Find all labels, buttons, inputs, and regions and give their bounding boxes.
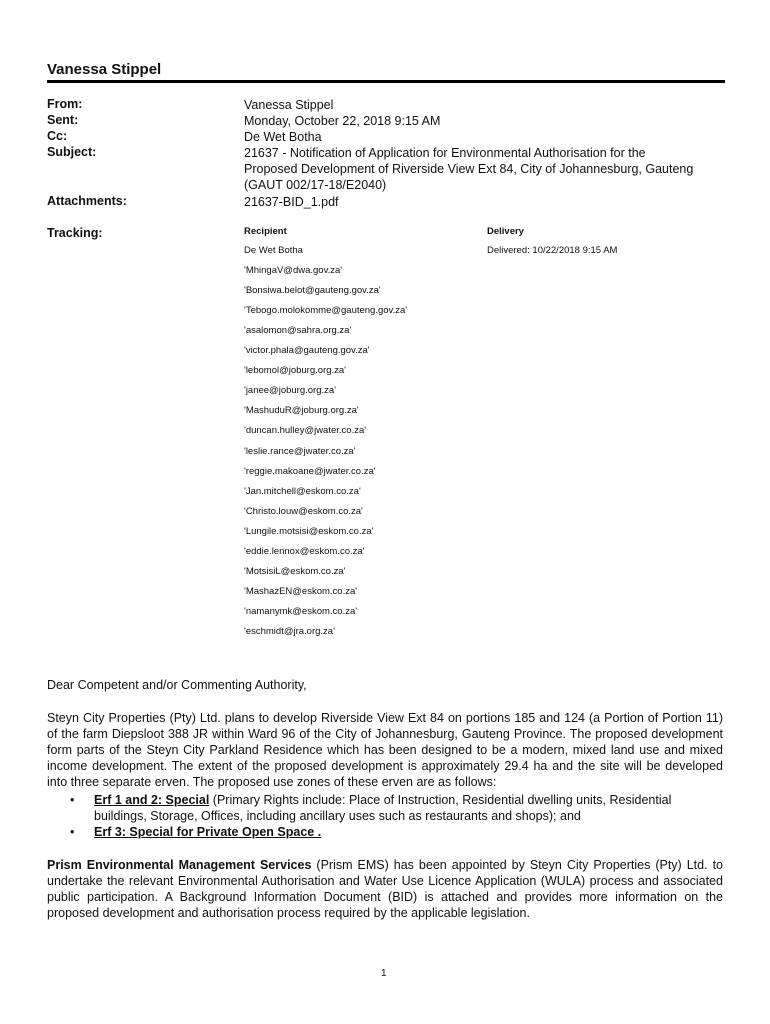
subject-line-2: Proposed Development of Riverside View Ext 84, City of Johannesburg, Gauteng	[244, 162, 694, 176]
recipient-row: 'namanymk@eskom.co.za'	[244, 605, 358, 617]
erf-1-2-description: (Primary Rights include: Place of Instruction, Residential dwelling units, Residential buildings, Storage, Offices, including ancillary uses such as restaurants and shops); and	[94, 793, 672, 823]
recipient-row: 'Lungile.motsisi@eskom.co.za'	[244, 525, 374, 537]
recipient-column-header: Recipient	[244, 226, 287, 237]
recipient-row: 'Tebogo.molokomme@gauteng.gov.za'	[244, 305, 408, 317]
bullet-icon: •	[70, 825, 75, 839]
sent-label: Sent:	[47, 113, 79, 127]
recipient-row: 'Christo.louw@eskom.co.za'	[244, 505, 363, 517]
cc-value: De Wet Botha	[244, 130, 322, 144]
subject-value	[244, 145, 714, 193]
recipient-row: 'lebomol@joburg.org.za'	[244, 365, 346, 377]
subject-label: Subject:	[47, 145, 97, 159]
intro-paragraph: Steyn City Properties (Pty) Ltd. plans to develop Riverside View Ext 84 on portions 185 and 124 (a Portion of Portion 11) of the farm Diepsloot 388 JR within Ward 96 of the City of Johannesburg, Gauteng Province. The proposed development form parts of the Steyn City Parkland Residence which has been designed to be a modern, mixed land use and mixed income development. The extent of the proposed development is approximately 29.4 ha and the site will be developed into three separate erven. The proposed use zones of these erven are as follows:	[47, 711, 723, 789]
recipient-row: 'duncan.hulley@jwater.co.za'	[244, 425, 367, 437]
recipient-row: 'Jan.mitchell@eskom.co.za'	[244, 485, 361, 497]
subject-line-3: (GAUT 002/17-18/E2040)	[244, 178, 387, 192]
recipient-row: 'reggie.makoane@jwater.co.za'	[244, 465, 376, 477]
recipient-row: 'asalomon@sahra.org.za'	[244, 325, 352, 337]
recipient-row: 'victor.phala@gauteng.gov.za'	[244, 345, 370, 357]
attachments-label: Attachments:	[47, 194, 127, 208]
greeting: Dear Competent and/or Commenting Authority,	[47, 678, 307, 692]
erf-3-label: Erf 3: Special for Private Open Space .	[94, 825, 322, 839]
delivery-status: Delivered: 10/22/2018 9:15 AM	[487, 245, 618, 256]
cc-label: Cc:	[47, 129, 68, 143]
sent-value: Monday, October 22, 2018 9:15 AM	[244, 114, 441, 128]
list-item	[70, 792, 710, 824]
recipient-row: 'eddie.lennox@eskom.co.za'	[244, 545, 365, 557]
list-item	[70, 824, 710, 840]
erf-1-2-label: Erf 1 and 2: Special	[94, 793, 210, 807]
from-value: Vanessa Stippel	[244, 98, 334, 112]
company-name: Prism Environmental Management Services	[47, 858, 312, 872]
appointment-text: (Prism EMS) has been appointed by Steyn City Properties (Pty) Ltd. to undertake the relevant Environmental Authorisation and Water Use Licence Application (WULA) process and associated public participation. A Background Information Document (BID) is attached and provides more information on the proposed development and authorisation process required by the applicable legislation.	[47, 858, 723, 920]
title-divider	[47, 80, 725, 83]
recipient-row: De Wet Botha	[244, 245, 303, 256]
recipient-row: 'MotsisiL@eskom.co.za'	[244, 565, 346, 577]
recipient-row: 'Bonsiwa.belot@gauteng.gov.za'	[244, 285, 381, 297]
bullet-icon: •	[70, 793, 75, 807]
delivery-column-header: Delivery	[487, 226, 524, 237]
from-label: From:	[47, 97, 83, 111]
page-title: Vanessa Stippel	[47, 61, 162, 78]
recipient-row: 'eschmidt@jra.org.za'	[244, 625, 335, 637]
erf-bullet-list	[70, 792, 710, 840]
tracking-label: Tracking:	[47, 226, 103, 240]
recipient-row: 'MhingaV@dwa.gov.za'	[244, 265, 343, 277]
recipient-row: 'MashazEN@eskom.co.za'	[244, 585, 358, 597]
appointment-paragraph	[47, 857, 723, 921]
recipient-row: 'janee@joburg.org.za'	[244, 385, 336, 397]
recipient-row: 'leslie.rance@jwater.co.za'	[244, 445, 356, 457]
recipient-row: 'MashuduR@joburg.org.za'	[244, 405, 359, 417]
page-number: 1	[381, 968, 387, 979]
subject-line-1: 21637 - Notification of Application for Environmental Authorisation for the	[244, 146, 646, 160]
attachment-link[interactable]: 21637-BID_1.pdf	[244, 195, 339, 209]
